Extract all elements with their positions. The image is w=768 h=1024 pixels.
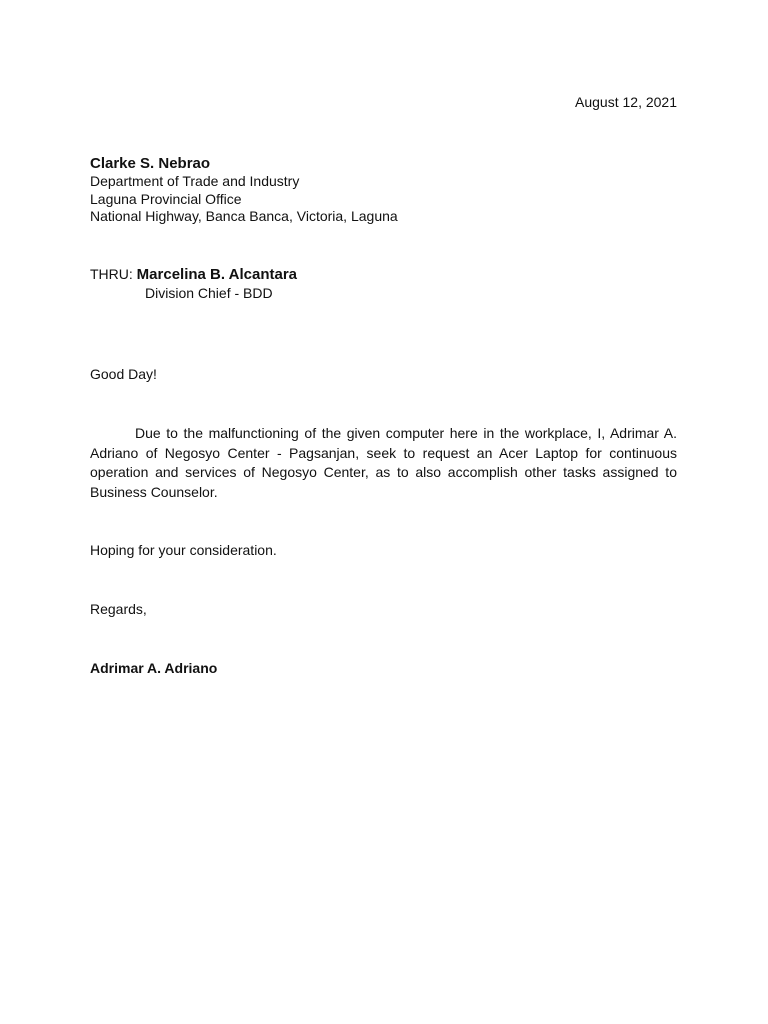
- thru-row: [90, 265, 678, 284]
- thru-title: Division Chief - BDD: [145, 285, 273, 301]
- recipient-department: Department of Trade and Industry: [90, 173, 300, 189]
- body-paragraph: Due to the malfunctioning of the given computer here in the workplace, I, Adrimar A. Adriano of Negosyo Center - Pagsanjan, seek to request an Acer Laptop for continuous operation and services of Negosyo Center, as to also accomplish other tasks assigned to Business Counselor.: [90, 425, 677, 500]
- thru-label: THRU:: [90, 266, 133, 282]
- recipient-block: [90, 154, 678, 226]
- letter-date: August 12, 2021: [575, 94, 677, 110]
- greeting: Good Day!: [90, 366, 157, 382]
- thru-name: Marcelina B. Alcantara: [136, 266, 298, 283]
- recipient-name: Clarke S. Nebrao: [90, 155, 211, 172]
- closing-line: Hoping for your consideration.: [90, 542, 277, 558]
- recipient-office: Laguna Provincial Office: [90, 190, 242, 207]
- thru-block: [90, 265, 678, 303]
- regards: Regards,: [90, 601, 147, 617]
- signatory-name: Adrimar A. Adriano: [90, 660, 218, 676]
- recipient-address: National Highway, Banca Banca, Victoria, Laguna: [90, 208, 398, 224]
